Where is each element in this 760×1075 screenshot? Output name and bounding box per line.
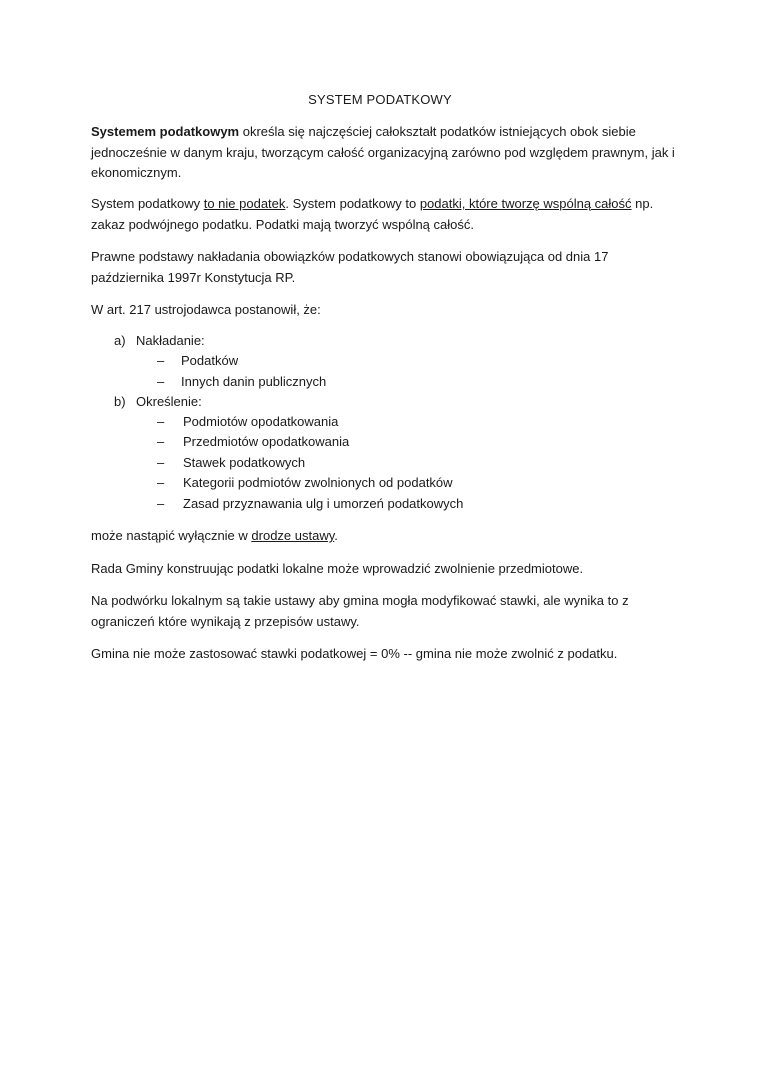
- p7-line2: ograniczeń które wynikają z przepisów ustawy.: [91, 613, 360, 629]
- list-label-a: a): [114, 333, 126, 348]
- list-sub-item: – Stawek podatkowych: [157, 453, 305, 473]
- p5-text-1: może nastąpić wyłącznie w: [91, 528, 252, 543]
- bold-term: Systemem podatkowym: [91, 124, 240, 139]
- dash-bullet: –: [157, 374, 165, 389]
- p2-line2: zakaz podwójnego podatku. Podatki mają tworzyć wspólną całość.: [91, 216, 474, 232]
- paragraph-system-vs-tax: [91, 194, 681, 235]
- paragraph-rada-gminy: Rada Gminy konstruując podatki lokalne może wprowadzić zwolnienie przedmiotowe.: [91, 561, 584, 576]
- p7-line1: Na podwórku lokalnym są takie ustawy aby gmina mogła modyfikować stawki, ale wynika to z: [91, 593, 629, 608]
- paragraph-art-217: W art. 217 ustrojodawca postanowił, że:: [91, 302, 321, 317]
- paragraph-legal-basis: [91, 247, 681, 288]
- dash-bullet: –: [157, 455, 165, 470]
- list-item-b: [114, 392, 202, 412]
- dash-bullet: –: [157, 353, 165, 368]
- paragraph-by-statute: [91, 526, 681, 547]
- paragraph-definition: [91, 122, 681, 184]
- list-sub-item: – Zasad przyznawania ulg i umorzeń podatkowych: [157, 494, 463, 514]
- list-sub-item: – Innych danin publicznych: [157, 372, 326, 392]
- dash-bullet: –: [157, 475, 165, 490]
- list-text-a: Nakładanie:: [136, 333, 205, 348]
- p2-text-1: System podatkowy: [91, 196, 204, 211]
- p3-line1: Prawne podstawy nakładania obowiązków podatkowych stanowi obowiązująca od dnia 17: [91, 249, 609, 264]
- document-title: SYSTEM PODATKOWY: [308, 92, 452, 107]
- list-sub-item: – Przedmiotów opodatkowania: [157, 432, 349, 452]
- dash-bullet: –: [157, 434, 165, 449]
- list-text-b: Określenie:: [136, 394, 202, 409]
- dash-bullet: –: [157, 414, 165, 429]
- p2-underlined-2: podatki, które tworzę wspólną całość: [419, 196, 632, 211]
- p3-line2: października 1997r Konstytucja RP.: [91, 269, 296, 285]
- list-label-b: b): [114, 394, 126, 409]
- list-sub-item: – Podmiotów opodatkowania: [157, 412, 338, 432]
- p5-underlined: drodze ustawy: [251, 528, 335, 543]
- paragraph-zero-rate: Gmina nie może zastosować stawki podatkowej = 0% -- gmina nie może zwolnić z podatku.: [91, 646, 618, 661]
- p1-line2: jednocześnie w danym kraju, tworzącym całość organizacyjną zarówno pod względem prawnym, jak i: [91, 144, 675, 160]
- p2-text-3: np.: [631, 196, 654, 211]
- list-sub-item: – Podatków: [157, 351, 238, 371]
- p2-underlined-1: to nie podatek: [203, 196, 286, 211]
- p1-line3: ekonomicznym.: [91, 165, 182, 180]
- dash-bullet: –: [157, 496, 165, 511]
- paragraph-local-level: [91, 591, 681, 632]
- p5-text-2: .: [334, 528, 338, 543]
- p2-text-2: . System podatkowy to: [285, 196, 420, 211]
- list-item-a: [114, 331, 205, 351]
- list-sub-item: – Kategorii podmiotów zwolnionych od podatków: [157, 473, 453, 493]
- p1-line1-rest: określa się najczęściej całokształt podatków istniejących obok siebie: [239, 124, 636, 139]
